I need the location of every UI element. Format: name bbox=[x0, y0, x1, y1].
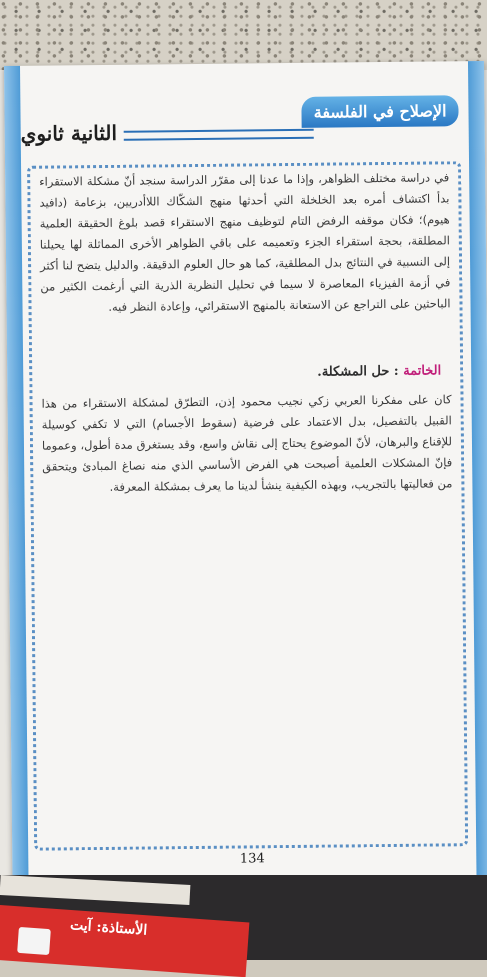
page-number: 134 bbox=[239, 851, 265, 867]
book-page bbox=[4, 61, 487, 881]
red-book-label: الأستاذة: آيت bbox=[69, 917, 148, 939]
conclusion-heading bbox=[317, 363, 441, 379]
right-blue-band bbox=[468, 61, 487, 876]
conclusion-label: الخاتمة bbox=[403, 363, 442, 379]
header-rule bbox=[124, 129, 314, 141]
page-header bbox=[18, 87, 469, 152]
book-logo-icon bbox=[17, 927, 51, 955]
paragraph-1: في دراسة مختلف الظواهر، وإذا ما عدنا إلى مقرّر الدراسة سنجد أنّ مشكلة الاستقراء بدأ اكتشاف أمره بعد الخلخلة التي أحدثها منهج الشكّاك اللاأدريين، بزعامة (دافيد هيوم)؛ فكان موقفه الرفض التام لتوظيف منهج الاستقراء قصد بلوغ الحقيقة العلمية المطلقة، بحجة استقراء الجزء وتعميمه على باقي الظواهر الأخرى المماثلة لها يحيلنا إلى النسبية في النتائج بدل المطلقية، كما هو حال العلوم الدقيقة. والدليل يتضح لنا أكثر في أزمة الفيزياء المعاصرة لا سيما في تحليل النظرية الذرية التي أرغمت الكثير من الباحثين على التراجع عن الاستعانة بالمنهج الاستقرائي، وإعادة النظر فيه. bbox=[39, 170, 451, 314]
level-label: الثانية ثانوي bbox=[20, 120, 118, 146]
section-label: الإصلاح في الفلسفة bbox=[302, 95, 459, 128]
paragraph-2: كان على مفكرنا العربي زكي نجيب محمود إذن، التطرّق لمشكلة الاستقراء من هذا القبيل بالتفصيل، بدل الاعتماد على فرضية (سقوط الأجسام) التي لا تكفي كوسيلة للإقناع والبرهان، لأنّ الموضوع يحتاج إلى نقاش واسع، وقد يستغرق مدة أطول، وعموما فإنّ المشكلات العلمية أصبحت هي الفرض الأساسي الذي منه نصاغ المبادئ ويتحقق من فعاليتها بالتجريب، وبهذه الكيفية ينشأ لدينا ما يعرف بمشكلة المعرفة. bbox=[41, 392, 453, 494]
conclusion-rest: : حل المشكلة. bbox=[317, 363, 399, 380]
